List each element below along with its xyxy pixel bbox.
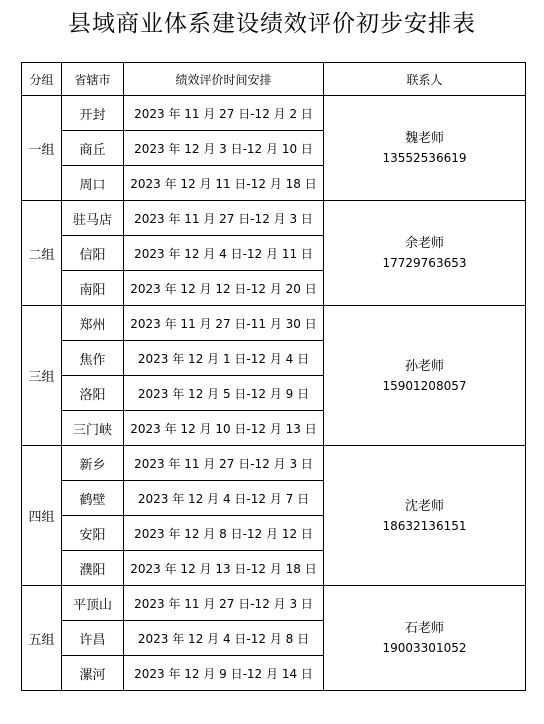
city-cell: 许昌: [62, 621, 124, 656]
table-row: [22, 586, 526, 621]
city-cell: 漯河: [62, 656, 124, 691]
header-city: 省辖市: [62, 63, 124, 96]
city-cell: 平顶山: [62, 586, 124, 621]
contact-cell: [324, 446, 526, 586]
schedule-cell: 2023 年 12 月 1 日-12 月 4 日: [124, 341, 324, 376]
schedule-cell: 2023 年 12 月 5 日-12 月 9 日: [124, 376, 324, 411]
contact-name: 余老师: [404, 236, 444, 251]
header-contact: 联系人: [324, 63, 526, 96]
contact-name: 魏老师: [404, 131, 444, 146]
schedule-cell: 2023 年 12 月 11 日-12 月 18 日: [124, 166, 324, 201]
city-cell: 濮阳: [62, 551, 124, 586]
city-cell: 新乡: [62, 446, 124, 481]
header-row: [22, 63, 526, 96]
contact-phone: 19003301052: [382, 641, 467, 655]
contact-name: 沈老师: [404, 498, 444, 514]
group-cell: 一组: [22, 96, 62, 201]
contact-phone: 15901208057: [382, 378, 467, 393]
schedule-cell: 2023 年 12 月 10 日-12 月 13 日: [124, 411, 324, 446]
header-group: 分组: [22, 63, 62, 96]
header-schedule: 绩效评价时间安排: [124, 63, 324, 96]
schedule-table: [21, 62, 526, 691]
city-cell: 信阳: [62, 236, 124, 271]
city-cell: 焦作: [62, 341, 124, 376]
group-cell: 四组: [22, 446, 62, 586]
city-cell: 安阳: [62, 516, 124, 551]
city-cell: 周口: [62, 166, 124, 201]
city-cell: 鹤壁: [62, 481, 124, 516]
group-cell: 三组: [22, 306, 62, 446]
city-cell: 开封: [62, 96, 124, 131]
city-cell: 商丘: [62, 131, 124, 166]
table-body: [22, 96, 526, 691]
schedule-cell: 2023 年 12 月 4 日-12 月 11 日: [124, 236, 324, 271]
group-cell: 五组: [22, 586, 62, 691]
contact-cell: [324, 96, 526, 201]
contact-name: 孙老师: [404, 358, 444, 374]
contact-phone: 13552536619: [382, 151, 467, 165]
schedule-cell: 2023 年 12 月 12 日-12 月 20 日: [124, 271, 324, 306]
city-cell: 驻马店: [62, 201, 124, 236]
city-cell: 南阳: [62, 271, 124, 306]
contact-cell: [324, 586, 526, 691]
group-cell: 二组: [22, 201, 62, 306]
contact-phone: 17729763653: [382, 256, 467, 270]
schedule-cell: 2023 年 12 月 9 日-12 月 14 日: [124, 656, 324, 691]
schedule-cell: 2023 年 12 月 3 日-12 月 10 日: [124, 131, 324, 166]
contact-cell: [324, 306, 526, 446]
contact-phone: 18632136151: [382, 518, 467, 533]
schedule-cell: 2023 年 11 月 27 日-12 月 3 日: [124, 586, 324, 621]
table-row: [22, 96, 526, 131]
schedule-cell: 2023 年 12 月 8 日-12 月 12 日: [124, 516, 324, 551]
table-row: [22, 306, 526, 341]
schedule-cell: 2023 年 11 月 27 日-12 月 3 日: [124, 201, 324, 236]
city-cell: 洛阳: [62, 376, 124, 411]
schedule-cell: 2023 年 11 月 27 日-12 月 2 日: [124, 96, 324, 131]
page-title: 县域商业体系建设绩效评价初步安排表: [68, 11, 476, 37]
schedule-cell: 2023 年 11 月 27 日-11 月 30 日: [124, 306, 324, 341]
contact-cell: [324, 201, 526, 306]
table-row: [22, 201, 526, 236]
contact-name: 石老师: [404, 621, 444, 636]
city-cell: 三门峡: [62, 411, 124, 446]
schedule-cell: 2023 年 12 月 13 日-12 月 18 日: [124, 551, 324, 586]
table-row: [22, 446, 526, 481]
schedule-cell: 2023 年 12 月 4 日-12 月 8 日: [124, 621, 324, 656]
schedule-cell: 2023 年 12 月 4 日-12 月 7 日: [124, 481, 324, 516]
city-cell: 郑州: [62, 306, 124, 341]
schedule-cell: 2023 年 11 月 27 日-12 月 3 日: [124, 446, 324, 481]
